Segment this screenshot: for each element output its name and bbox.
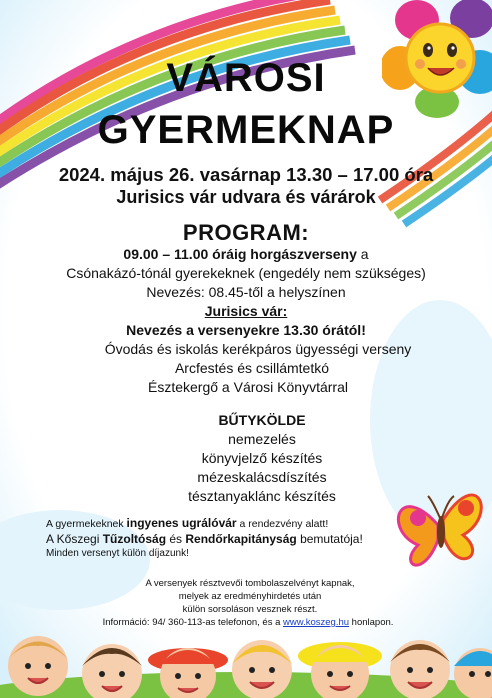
note-highlight: ingyenes ugrálóvár [126, 516, 237, 530]
title-line-2: GYERMEKNAP [97, 108, 395, 152]
footer-raffle: melyek az eredményhirdetés után [178, 591, 322, 602]
castle-item: Arcfestés és csillámtetkó [174, 360, 330, 376]
footer-info-text: Információ: 94/ 360-113-as telefonon, és a [102, 617, 284, 628]
note-text: A Kőszegi [46, 532, 103, 546]
workshop-item: nemezelés [228, 431, 296, 447]
workshop-item: mézeskalácsdíszítés [197, 469, 327, 485]
program-heading: PROGRAM: [182, 220, 310, 245]
event-venue: Jurisics vár udvara és várárok [116, 187, 376, 207]
castle-heading: Jurisics vár: [204, 303, 288, 319]
workshop-item: könyvjelző készítés [201, 450, 323, 466]
fishing-time: 09.00 – 11.00 óráig horgászverseny [123, 246, 357, 262]
event-date: 2024. május 26. vasárnap 13.30 – 17.00 óra [58, 164, 434, 185]
note-bouncy-castle [46, 516, 328, 530]
note-highlight: Rendőrkapitányság [185, 532, 297, 546]
footer-info [2, 617, 492, 628]
castle-item: Észtekergő a Városi Könyvtárral [148, 379, 348, 395]
workshop-item: tésztanyaklánc készítés [188, 488, 336, 504]
fishing-time-line [0, 246, 492, 262]
title-line-1: VÁROSI [166, 56, 326, 100]
footer-raffle: A versenyek résztvevői tombolaszelvényt kapnak, [145, 578, 355, 589]
fishing-time-rest: a [356, 246, 369, 262]
castle-entry: Nevezés a versenyekre 13.30 órától! [126, 322, 366, 338]
note-highlight: Tűzoltóság [102, 532, 167, 546]
note-text: és [166, 532, 186, 546]
note-text: a rendezvény alatt! [236, 518, 329, 530]
workshop-heading: BŰTYKÖLDE [218, 412, 306, 428]
website-link[interactable]: www.koszeg.hu [283, 617, 350, 628]
note-text: A gyermekeknek [46, 518, 127, 530]
fishing-entry: Nevezés: 08.45-től a helyszínen [146, 284, 346, 300]
footer-info-text: honlapon. [349, 617, 394, 628]
footer-raffle: külön sorsoláson vesznek részt. [182, 604, 318, 615]
note-prizes: Minden versenyt külön díjazunk! [46, 548, 189, 559]
fishing-audience: Csónakázó-tónál gyerekeknek (engedély nem szükséges) [66, 265, 426, 281]
note-text: bemutatója! [296, 532, 363, 546]
note-demonstration [46, 532, 363, 546]
castle-item: Óvodás és iskolás kerékpáros ügyességi verseny [104, 341, 412, 357]
